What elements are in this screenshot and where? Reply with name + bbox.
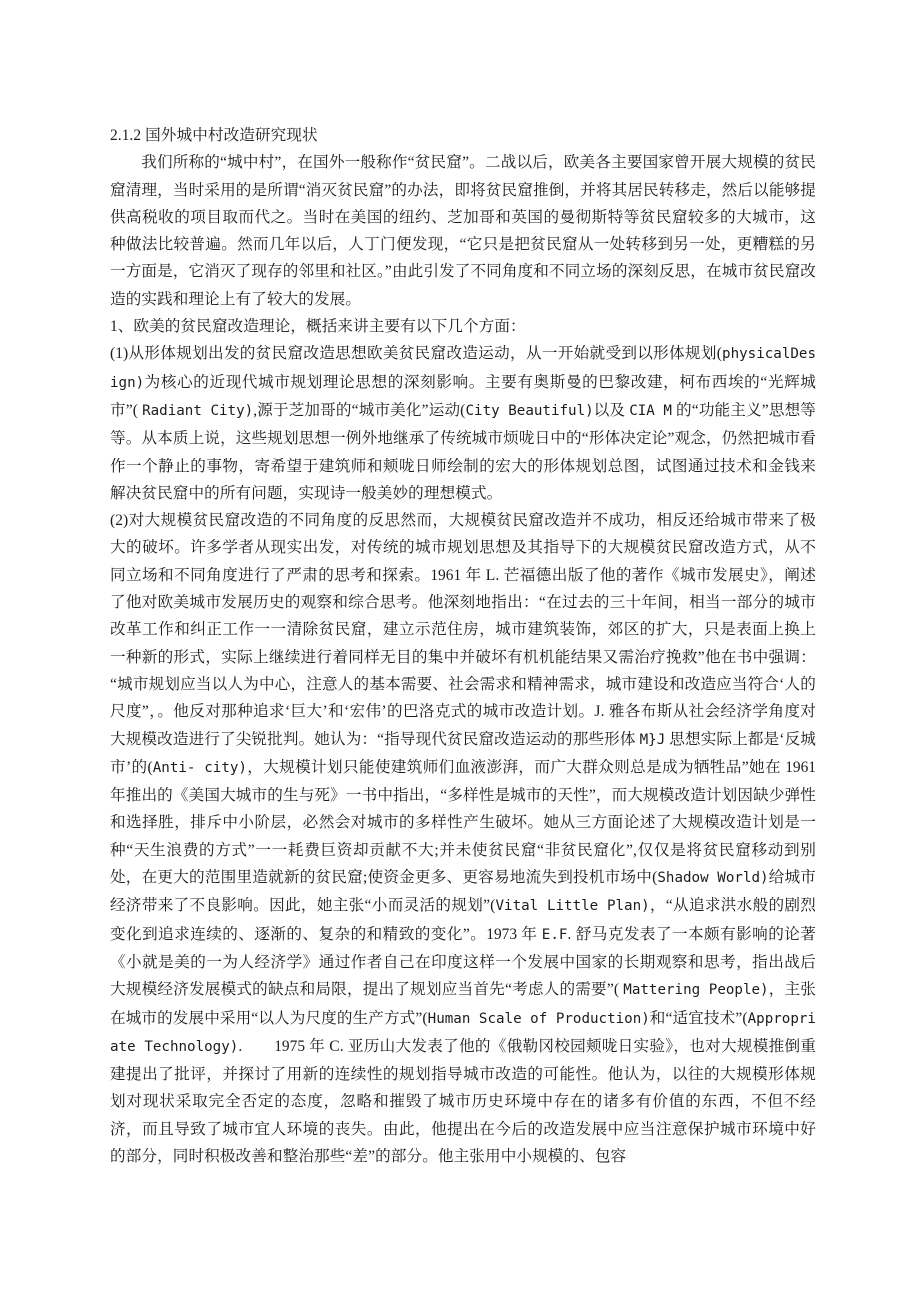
latin-run: Appropriate Technology) bbox=[110, 1010, 816, 1055]
latin-run: physicalDesign) bbox=[110, 346, 816, 391]
latin-run: Vital Little Plan) bbox=[495, 898, 650, 915]
latin-run: 1975 bbox=[274, 1037, 306, 1055]
latin-run: 1961 bbox=[785, 758, 816, 776]
latin-run: 1 bbox=[110, 318, 118, 336]
latin-run: Radiant City) bbox=[142, 402, 254, 419]
latin-run: Shadow World) bbox=[657, 870, 769, 887]
latin-run: Human Scale of Production) bbox=[427, 1010, 650, 1027]
paragraph-intro: 我们所称的“城中村”，在国外一般称作“贫民窟”。二战以后，欧美各主要国家曾开展大规模的贫民窟清理，当时采用的是所谓“消灭贫民窟”的办法，即将贫民窟推倒，并将其居民转移走，然后以能够提供高税收的项目取而代之。当时在美国的纽约、芝加哥和英国的曼彻斯特等贫民窟较多的大城市，这种做法比较普遍。然而几年以后，人丁门便发现，“它只是把贫民窟从一处转移到另一处，更糟糕的另一方面是，它消灭了现存的邻里和社区。”由此引发了不同角度和不同立场的深刻反思，在城市贫民窟改造的实践和理论上有了较大的发展。 bbox=[110, 154, 816, 308]
latin-run: City Beautiful) bbox=[465, 402, 594, 419]
section-heading: 2.1.2 国外城中村改造研究现状 bbox=[110, 127, 318, 144]
latin-run: M}J bbox=[639, 731, 666, 748]
paragraph-point-1: (1)从形体规划出发的贫民窟改造思想欧美贫民窟改造运动，从一开始就受到以形体规划(physicalDesign)为核心的近现代城市规划理论思想的深刻影响。主要有奥斯曼的巴黎改建，柯布西埃的“光辉城市”( Radiant City),源于芝加哥的“城市美化”运动(City Beautiful)以及 CIA M 的“功能主义”思想等等。从本质上说，这些规划思想一例外地继承了传统城市烦咙日中的“形体决定论”观念，仍然把城市看作一个静止的事物，寄希望于建筑师和颊咙日师绘制的宏大的形体规划总图，试图通过技术和金钱来解决贫民窟中的所有问题，实现诗一般美妙的理想模式。 bbox=[110, 345, 816, 502]
latin-run: CIA M bbox=[629, 402, 672, 419]
latin-run: 2 bbox=[115, 512, 123, 530]
latin-run: Anti- city) bbox=[152, 759, 247, 776]
latin-run: 1 bbox=[121, 127, 130, 144]
paragraph-point-2: (2)对大规模贫民窟改造的不同角度的反思然而，大规模贫民窟改造并不成功，相反还给城市带来了极大的破坏。许多学者从现实出发，对传统的城市规划思想及其指导下的大规模贫民窟改造方式，从不同立场和不同角度进行了严肃的思考和探索。1961 年 L. 芒福德出版了他的著作《城市发展史》，阐述了他对欧美城市发展历史的观察和综合思考。他深刻地指出：“在过去的三十年间，相当一部分的城市改革工作和纠正工作一一清除贫民窟，建立示范住房，城市建筑装饰，郊区的扩大，只是表面上换上一种新的形式，实际上继续进行着同样无目的集中并破坏有机机能结果又需治疗挽救”他在书中强调：“城市规划应当以人为中心，注意人的基本需要、社会需求和精神需求，城市建设和改造应当符合‘人的尺度”，。他反对那种追求‘巨大’和‘宏伟’的巴洛克式的城市改造计划。J. 雅各布斯从社会经济学角度对大规模改造进行了尖锐批判。她认为：“指导现代贫民窟改造运动的那些形体 M}J 思想实际上都是‘反城市’的(Anti- city)，大规模计划只能使建筑师们血液澎湃，而广大群众则总是成为牺牲品”她在 1961 年推出的《美国大城市的生与死》一书中指出，“多样性是城市的天性”，而大规模改造计划因缺少弹性和选择胜，排斥中小阶层，必然会对城市的多样性产生破坏。她从三方面论述了大规模改造计划是一种“天生浪费的方式”一一耗费巨资却贡献不大;并未使贫民窟“非贫民窟化”,仅仅是将贫民窟移动到别处，在更大的范围里造就新的贫民窟;使资金更多、更容易地流失到投机市场中(Shadow World)给城市经济带来了不良影响。因此，她主张“小而灵活的规划”(Vital Little Plan)，“从追求洪水般的剧烈变化到追求连续的、逐渐的、复杂的和精致的变化”。1973 年 E.F. 舒马克发表了一本颇有影响的论著《小就是美的一为人经济学》通过作者自己在印度这样一个发展中国家的长期观察和思考，指出战后大规模经济发展模式的缺点和局限，提出了规划应当首先“考虑人的需要”( Mattering People)，主张在城市的发展中采用“以人为尺度的生产方式”(Human Scale of Production)和“适宜技术”(Appropriate Technology). 1975 年 C. 亚历山大发表了他的《俄勒冈校园颊咙日实验》，也对大规模推倒重建提出了批评，并探讨了用新的连续性的规划指导城市改造的可能性。他认为，以往的大规模形体规划对现状采取完全否定的态度，忽略和摧毁了城市历史环境中存在的诸多有价值的东西，不但不经济，而且导致了城市宜人环境的丧失。由此，他提出在今后的改造发展中应当注意保护城市环境中好的部分，同时积极改善和整治那些“差”的部分。他主张用中小规模的、包容 bbox=[110, 512, 817, 1165]
document-text-body bbox=[110, 122, 816, 1170]
latin-run: 2 bbox=[133, 127, 142, 144]
latin-run: 1973 bbox=[486, 925, 518, 943]
latin-run: 1961 bbox=[430, 566, 462, 584]
latin-run: 1 bbox=[115, 345, 123, 363]
latin-run: 2 bbox=[110, 127, 118, 144]
paragraph-list-intro: 1、欧美的贫民窟改造理论，概括来讲主要有以下几个方面： bbox=[110, 318, 526, 336]
latin-run: E.F bbox=[541, 926, 568, 943]
latin-run: Mattering People) bbox=[623, 982, 769, 999]
